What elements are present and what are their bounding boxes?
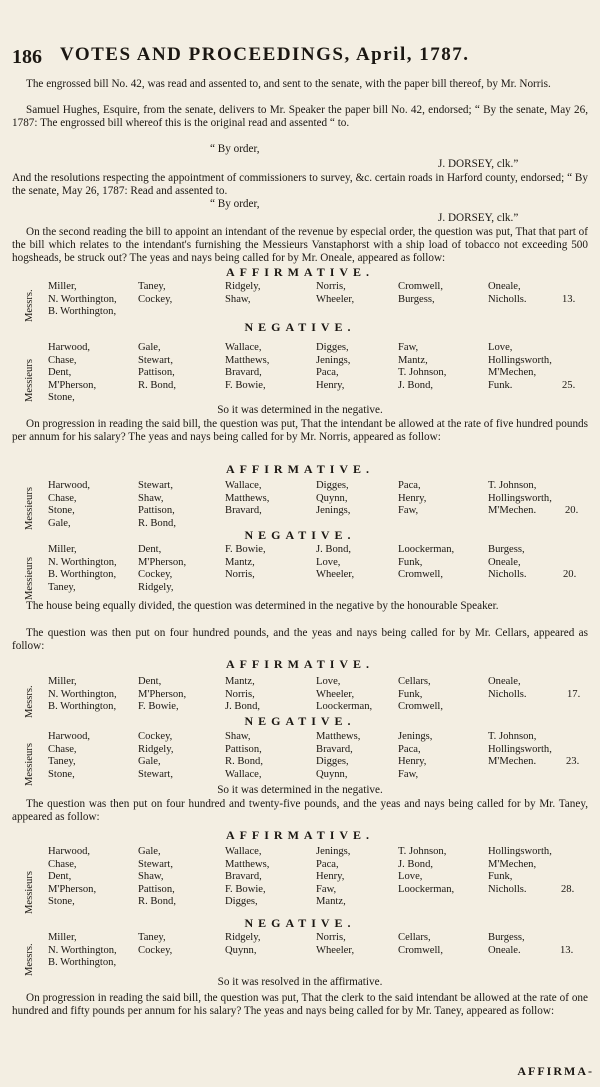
member-name: Shaw,: [138, 492, 164, 504]
member-name: Stewart,: [138, 480, 174, 491]
name-column: [138, 342, 176, 392]
member-name: Matthews,: [225, 354, 270, 366]
member-name: Cromwell,: [398, 569, 444, 580]
member-name: Taney,: [48, 756, 76, 767]
member-name: Harwood,: [48, 480, 91, 491]
vote4-aff-messieurs: Messieurs: [24, 871, 35, 914]
member-name: Nicholls.: [488, 293, 527, 305]
member-name: R. Bond,: [138, 896, 176, 907]
paragraph-senate-message: Samuel Hughes, Esquire, from the senate, delivers to Mr. Speaker the paper bill No. 42, endorsed; “ By the senate, May 26, 1787: The engrossed bill whereof this is the original read and assented “ to.: [12, 104, 588, 129]
member-name: R. Bond,: [138, 379, 176, 391]
by-order-2: “ By order,: [210, 198, 260, 210]
member-name: Burgess,: [398, 293, 435, 305]
name-column: [316, 731, 360, 781]
member-name: B. Worthington,: [48, 701, 117, 712]
member-name: Digges,: [316, 342, 349, 353]
name-column: [225, 281, 261, 306]
name-column: [316, 281, 354, 306]
vote4-affirmative-heading: AFFIRMATIVE.: [225, 828, 375, 842]
member-name: Oneale,: [488, 281, 521, 292]
name-column: [138, 281, 172, 306]
member-name: M'Pherson,: [138, 688, 187, 700]
paragraph-salary-500: On progression in reading the said bill, the question was put, That the intendant be allowed at the rate of five hundred pounds per annum for his salary? The yeas and nays being called for by Mr. Norris, appeared as follow:: [12, 418, 588, 443]
member-name: Faw,: [398, 342, 419, 353]
member-name: Dent,: [138, 676, 162, 687]
name-column: [398, 544, 454, 582]
member-name: Ridgely,: [138, 743, 174, 755]
member-name: Miller,: [48, 544, 77, 555]
member-name: Stone,: [48, 768, 75, 780]
vote-count: 23.: [566, 756, 580, 767]
vote3-neg-messieurs: Messieurs: [24, 743, 35, 786]
paragraph-four-hundred: The question was then put on four hundred pounds, and the yeas and nays being called for by Mr. Cellars, appeared as follow:: [12, 627, 588, 652]
member-name: M'Pherson,: [138, 556, 187, 568]
member-name: Cromwell,: [398, 944, 444, 956]
member-name: Funk,: [398, 556, 423, 568]
member-name: B. Worthington,: [48, 569, 117, 580]
member-name: M'Mechen.: [488, 756, 537, 767]
member-name: Taney,: [138, 932, 166, 943]
member-name: Love,: [488, 342, 513, 353]
paragraph-equally-divided: The house being equally divided, the question was determined in the negative by the honourable Speaker.: [26, 600, 499, 612]
member-name: Bravard,: [316, 743, 353, 755]
name-column: [398, 731, 432, 781]
vote1-negative-heading: NEGATIVE.: [244, 320, 356, 334]
member-name: Oneale,: [488, 676, 521, 687]
member-name: Faw,: [316, 883, 337, 895]
member-name: Cromwell,: [398, 281, 444, 292]
name-column: [398, 480, 426, 518]
member-name: Loockerman,: [398, 544, 455, 555]
member-name: Love,: [316, 556, 341, 568]
vote2-negative-heading: NEGATIVE.: [244, 528, 356, 542]
member-name: Funk,: [398, 688, 423, 700]
member-name: Chase,: [48, 354, 77, 366]
member-name: Digges,: [316, 480, 349, 491]
member-name: Henry,: [398, 756, 427, 767]
member-name: Funk,: [488, 871, 513, 882]
member-name: T. Johnson,: [488, 731, 537, 742]
member-name: B. Worthington,: [48, 306, 117, 317]
member-name: Miller,: [48, 932, 77, 943]
member-name: Stone,: [48, 505, 75, 516]
member-name: T. Johnson,: [398, 367, 447, 378]
vote3-aff-messrs: Messrs.: [24, 685, 35, 718]
vote2-affirmative-heading: AFFIRMATIVE.: [225, 462, 375, 476]
member-name: Dent,: [138, 544, 162, 555]
member-name: Harwood,: [48, 731, 91, 742]
member-name: J. Bond,: [316, 544, 352, 555]
member-name: Chase,: [48, 743, 77, 755]
member-name: F. Bowie,: [225, 883, 266, 895]
name-column: [398, 932, 443, 957]
name-column: [48, 281, 117, 319]
member-name: Bravard,: [225, 367, 262, 378]
name-column: [138, 932, 172, 957]
name-column: [225, 676, 260, 714]
vote2-neg-messieurs: Messieurs: [24, 557, 35, 600]
member-name: Dent,: [48, 871, 72, 882]
name-column: [225, 342, 269, 392]
name-column: [138, 731, 174, 781]
member-name: M'Pherson,: [48, 379, 97, 391]
member-name: B. Worthington,: [48, 957, 117, 968]
paragraph-engrossed-bill: The engrossed bill No. 42, was read and assented to, and sent to the senate, with the paper bill thereof, by Mr. Norris.: [26, 78, 551, 90]
member-name: Stone,: [48, 896, 75, 907]
member-name: Matthews,: [316, 731, 361, 742]
member-name: Taney,: [48, 581, 76, 593]
member-name: Gale,: [138, 756, 161, 767]
paragraph-clerk-salary: On progression in reading the said bill, the question was put, That the clerk to the said intendant be allowed at the rate of one hundred and fifty pounds per annum for his salary? The yeas and nays being called for by Mr. Taney, appeared as follow:: [12, 992, 588, 1017]
member-name: Wheeler,: [316, 944, 355, 956]
member-name: Paca,: [316, 858, 339, 870]
member-name: M'Mechen,: [488, 858, 537, 870]
member-name: Bravard,: [225, 505, 262, 516]
name-column: [225, 544, 266, 582]
member-name: Hollingsworth,: [488, 743, 552, 755]
name-column: [398, 846, 454, 896]
member-name: Ridgely,: [225, 281, 261, 292]
member-name: Quynn,: [316, 768, 348, 780]
vote1-neg-messieurs: Messieurs: [24, 359, 35, 402]
member-name: Taney,: [138, 281, 166, 292]
member-name: Hollingsworth,: [488, 354, 552, 366]
member-name: Mantz,: [316, 896, 346, 907]
member-name: Paca,: [398, 480, 421, 491]
member-name: Gale,: [138, 846, 161, 857]
name-column: [488, 480, 552, 518]
member-name: Matthews,: [225, 858, 270, 870]
member-name: Digges,: [225, 896, 258, 907]
member-name: Cellars,: [398, 676, 431, 687]
member-name: Paca,: [398, 743, 421, 755]
member-name: Jenings,: [316, 846, 351, 857]
member-name: Cockey,: [138, 569, 173, 580]
name-column: [488, 281, 527, 306]
member-name: Chase,: [48, 492, 77, 504]
member-name: T. Johnson,: [488, 480, 537, 491]
member-name: Stone,: [48, 392, 75, 403]
member-name: Quynn,: [225, 944, 257, 956]
name-column: [316, 544, 354, 582]
by-order-1: “ By order,: [210, 143, 260, 155]
name-column: [488, 932, 525, 957]
vote3-negative-heading: NEGATIVE.: [244, 714, 356, 728]
member-name: T. Johnson,: [398, 846, 447, 857]
member-name: Miller,: [48, 281, 77, 292]
member-name: Oneale.: [488, 944, 521, 956]
member-name: Shaw,: [138, 871, 164, 882]
member-name: N. Worthington,: [48, 944, 117, 956]
member-name: Mantz,: [398, 354, 428, 366]
member-name: Wallace,: [225, 342, 262, 353]
name-column: [48, 731, 90, 781]
member-name: Stewart,: [138, 768, 174, 780]
member-name: J. Bond,: [398, 858, 434, 870]
name-column: [138, 544, 186, 594]
member-name: Harwood,: [48, 846, 91, 857]
member-name: Bravard,: [225, 871, 262, 882]
member-name: Stewart,: [138, 858, 174, 870]
member-name: N. Worthington,: [48, 293, 117, 305]
member-name: Henry,: [316, 871, 345, 882]
member-name: F. Bowie,: [138, 701, 179, 712]
vote2-aff-messieurs: Messieurs: [24, 487, 35, 530]
name-column: [225, 731, 263, 781]
member-name: N. Worthington,: [48, 556, 117, 568]
name-column: [398, 342, 446, 392]
page-number: 186: [12, 46, 42, 68]
member-name: Burgess,: [488, 544, 525, 555]
paragraph-second-reading: On the second reading the bill to appoint an intendant of the revenue by especial order, the question was put, That that part of the bill which relates to the intendant's furnishing the Messieurs Vanstaphorst with a ship load of tobacco not exceeding 500 hogsheads, be struck out? The yeas and nays being called for by Mr. Oneale, appeared as follow:: [12, 226, 588, 264]
member-name: Henry,: [398, 492, 427, 504]
member-name: Harwood,: [48, 342, 91, 353]
member-name: J. Bond,: [225, 701, 261, 712]
vote1-result: So it was determined in the negative.: [217, 404, 383, 416]
member-name: Jenings,: [316, 354, 351, 366]
vote-count: 17.: [567, 688, 581, 700]
member-name: R. Bond,: [138, 517, 176, 529]
member-name: Stewart,: [138, 354, 174, 366]
member-name: Ridgely,: [225, 932, 261, 943]
member-name: Mantz,: [225, 676, 255, 687]
member-name: M'Pherson,: [48, 883, 97, 895]
member-name: Norris,: [316, 932, 346, 943]
member-name: Cockey,: [138, 944, 173, 956]
name-column: [48, 544, 117, 594]
member-name: Matthews,: [225, 492, 270, 504]
member-name: Pattison,: [138, 367, 175, 378]
member-name: Hollingsworth,: [488, 492, 552, 504]
vote4-result: So it was resolved in the affirmative.: [217, 976, 383, 988]
name-column: [488, 846, 552, 896]
member-name: Henry,: [316, 379, 345, 391]
member-name: Jenings,: [316, 505, 351, 516]
member-name: Loockerman,: [316, 701, 373, 712]
member-name: Cellars,: [398, 932, 431, 943]
name-column: [316, 676, 372, 714]
member-name: Wallace,: [225, 846, 262, 857]
member-name: Norris,: [225, 688, 255, 700]
signature-1: J. DORSEY, clk.”: [438, 158, 519, 170]
page-header: [12, 44, 592, 72]
name-column: [316, 932, 354, 957]
member-name: Quynn,: [316, 492, 348, 504]
member-name: Pattison,: [138, 505, 175, 516]
vote-count: 13.: [562, 293, 576, 305]
name-column: [398, 281, 443, 306]
name-column: [48, 676, 117, 714]
member-name: Gale,: [138, 342, 161, 353]
paragraph-resolutions: And the resolutions respecting the appointment of commissioners to survey, &c. certain roads in Harford county, endorsed; “ By the senate, May 26, 1787: Read and assented to.: [12, 172, 588, 197]
member-name: Loockerman,: [398, 883, 455, 895]
name-column: [316, 342, 350, 392]
member-name: Nicholls.: [488, 688, 527, 700]
name-column: [225, 846, 269, 909]
member-name: Digges,: [316, 756, 349, 767]
member-name: M'Mechen,: [488, 367, 537, 378]
member-name: N. Worthington,: [48, 688, 117, 700]
name-column: [48, 932, 117, 970]
vote-count: 25.: [562, 379, 576, 391]
name-column: [225, 480, 269, 518]
name-column: [488, 342, 552, 392]
name-column: [138, 846, 176, 909]
member-name: Burgess,: [488, 932, 525, 943]
member-name: Nicholls.: [488, 883, 527, 895]
member-name: Jenings,: [398, 731, 433, 742]
member-name: Norris,: [225, 569, 255, 580]
member-name: Wallace,: [225, 768, 262, 780]
member-name: Wheeler,: [316, 688, 355, 700]
member-name: Cockey,: [138, 293, 173, 305]
member-name: J. Bond,: [398, 379, 434, 391]
name-column: [138, 480, 176, 530]
member-name: Norris,: [316, 281, 346, 292]
member-name: M'Mechen.: [488, 505, 537, 516]
member-name: Faw,: [398, 505, 419, 516]
catchword: AFFIRMA-: [517, 1064, 594, 1078]
member-name: R. Bond,: [225, 756, 263, 767]
member-name: Wallace,: [225, 480, 262, 491]
name-column: [138, 676, 186, 714]
vote-count: 20.: [565, 505, 579, 516]
member-name: Shaw,: [225, 731, 251, 742]
member-name: Mantz,: [225, 556, 255, 568]
vote1-aff-messrs: Messrs.: [24, 289, 35, 322]
member-name: Cockey,: [138, 731, 173, 742]
name-column: [316, 480, 350, 518]
member-name: F. Bowie,: [225, 379, 266, 391]
member-name: F. Bowie,: [225, 544, 266, 555]
member-name: Nicholls.: [488, 569, 527, 580]
name-column: [488, 544, 527, 582]
name-column: [398, 676, 443, 714]
member-name: Oneale,: [488, 556, 521, 568]
vote1-affirmative-heading: AFFIRMATIVE.: [225, 265, 375, 279]
member-name: Love,: [398, 871, 423, 882]
vote4-negative-heading: NEGATIVE.: [244, 916, 356, 930]
name-column: [316, 846, 350, 909]
member-name: Shaw,: [225, 293, 251, 305]
name-column: [48, 846, 96, 909]
member-name: Miller,: [48, 676, 77, 687]
signature-2: J. DORSEY, clk.”: [438, 212, 519, 224]
paragraph-four-twenty-five: The question was then put on four hundred and twenty-five pounds, and the yeas and nays being called for by Mr. Taney, appeared as follow:: [12, 798, 588, 823]
vote3-affirmative-heading: AFFIRMATIVE.: [225, 657, 375, 671]
member-name: Paca,: [316, 367, 339, 378]
member-name: Hollingsworth,: [488, 846, 552, 857]
member-name: Love,: [316, 676, 341, 687]
name-column: [488, 731, 552, 769]
member-name: Pattison,: [225, 743, 262, 755]
vote-count: 13.: [560, 944, 574, 956]
vote-count: 28.: [561, 883, 575, 895]
member-name: Faw,: [398, 768, 419, 780]
name-column: [225, 932, 261, 957]
vote-count: 20.: [563, 569, 577, 580]
member-name: Chase,: [48, 858, 77, 870]
name-column: [488, 676, 527, 701]
member-name: Cromwell,: [398, 701, 444, 712]
member-name: Wheeler,: [316, 569, 355, 580]
member-name: Funk.: [488, 379, 513, 391]
name-column: [48, 342, 96, 405]
member-name: Wheeler,: [316, 293, 355, 305]
vote3-result: So it was determined in the negative.: [217, 784, 383, 796]
member-name: Dent,: [48, 367, 72, 378]
member-name: Ridgely,: [138, 581, 174, 593]
running-title: VOTES AND PROCEEDINGS, April, 1787.: [60, 44, 470, 65]
member-name: Pattison,: [138, 883, 175, 895]
name-column: [48, 480, 90, 530]
vote4-neg-messrs: Messrs.: [24, 943, 35, 976]
member-name: Gale,: [48, 517, 71, 529]
